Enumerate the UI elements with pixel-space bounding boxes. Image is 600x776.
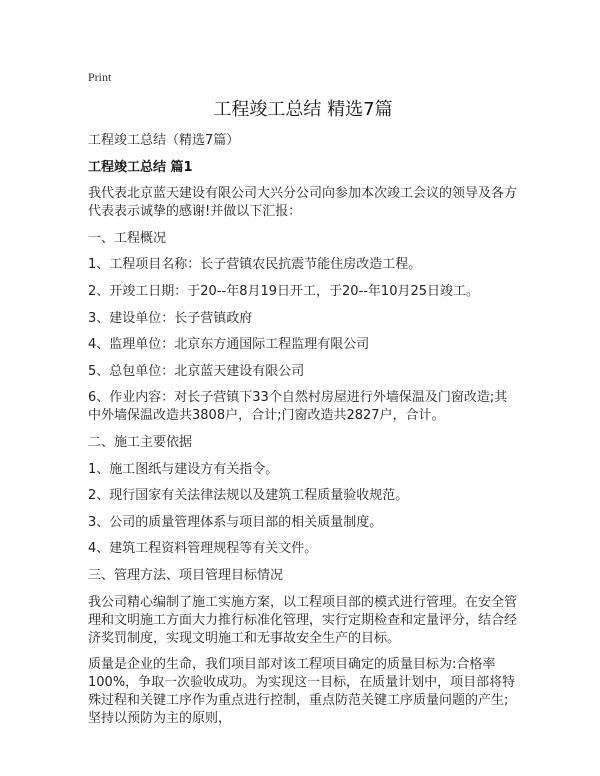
paragraph: 6、作业内容：对长子营镇下33个自然村房屋进行外墙保温及门窗改造;其中外墙保温改造共3808户，合计;门窗改造共2827户，合计。: [88, 390, 508, 424]
paragraph: 我公司精心编制了施工实施方案，以工程项目部的模式进行管理。在安全管理和文明施工方面大力推行标准化管理，实行定期检查和定量评分，结合经济奖罚制度，实现文明施工和无事故安全生产的目标。: [88, 594, 518, 646]
paragraph: 一、工程概况: [88, 230, 167, 246]
paragraph: 2、开竣工日期：于20--年8月19日开工，于20--年10月25日竣工。: [88, 283, 480, 299]
paragraph: 2、现行国家有关法律法规以及建筑工程质量验收规范。: [88, 488, 409, 504]
section-heading: 工程竣工总结 篇1: [88, 159, 193, 175]
paragraph: 1、施工图纸与建设方有关指令。: [88, 461, 279, 477]
document-subtitle: 工程竣工总结（精选7篇）: [88, 133, 240, 148]
paragraph: 4、监理单位：北京东方通国际工程监理有限公司: [88, 337, 370, 353]
paragraph: 我代表北京蓝天建设有限公司大兴分公司向参加本次竣工会议的领导及各方代表表示诚挚的感谢!并做以下汇报：: [88, 186, 518, 220]
paragraph: 二、施工主要依据: [88, 434, 193, 450]
paragraph: 1、工程项目名称：长子营镇农民抗震节能住房改造工程。: [88, 257, 422, 273]
paragraph: 3、建设单位：长子营镇政府: [88, 310, 253, 326]
paragraph: 3、公司的质量管理体系与项目部的相关质量制度。: [88, 514, 383, 530]
print-link[interactable]: Print: [88, 70, 112, 84]
page-title: 工程竣工总结 精选7篇: [213, 99, 393, 120]
paragraph: 4、建筑工程资料管理规程等有关文件。: [88, 541, 318, 557]
paragraph: 三、管理方法、项目管理目标情况: [88, 567, 284, 583]
paragraph: 质量是企业的生命，我们项目部对该工程项目确定的质量目标为:合格率100%，争取一次验收成功。为实现这一目标，在质量计划中，项目部将特殊过程和关键工序作为重点进行控制，重点防范关键工序质量问题的产生;坚持以预防为主的原则，: [88, 657, 516, 727]
paragraph: 5、总包单位：北京蓝天建设有限公司: [88, 363, 305, 379]
